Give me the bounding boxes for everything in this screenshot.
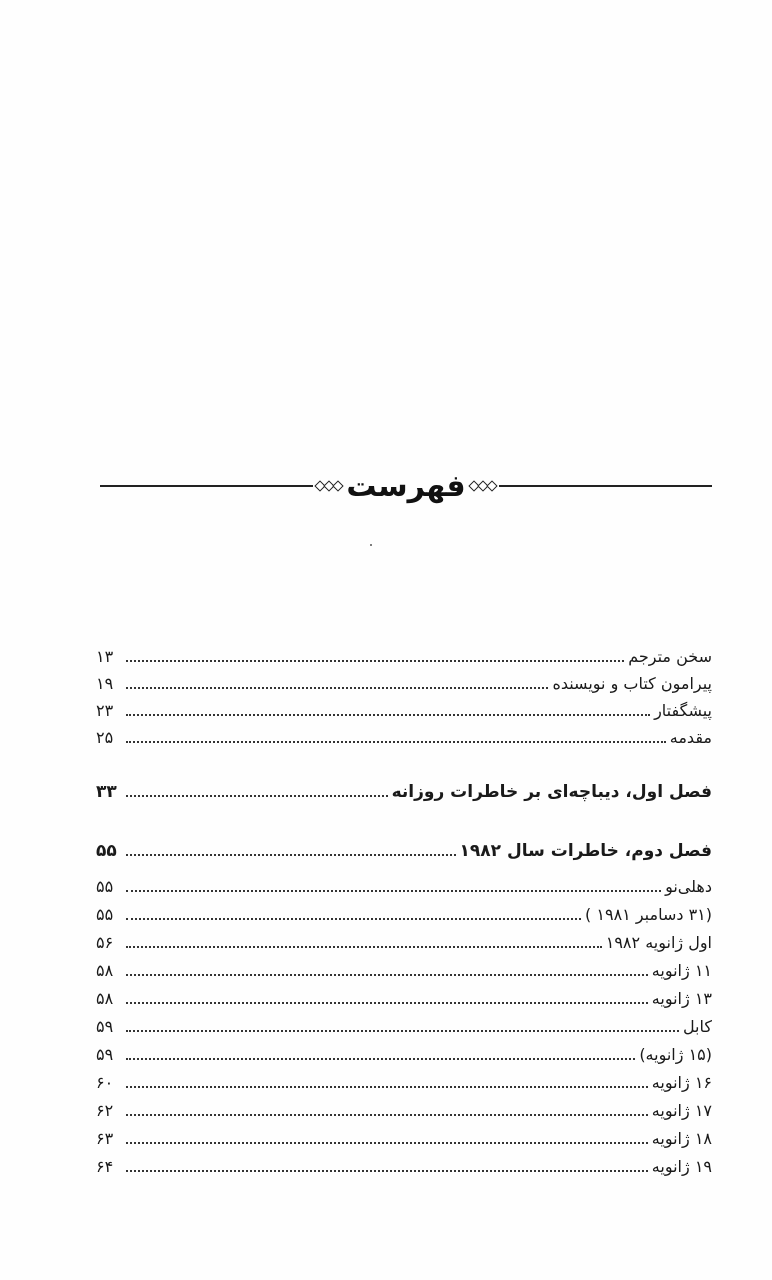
toc-entry-title: دهلی‌نو	[665, 877, 712, 896]
rule-line	[100, 485, 313, 487]
dot-leader	[126, 660, 624, 662]
toc-entry-page: ۱۹	[96, 674, 114, 693]
toc-entry-page: ۱۳	[96, 647, 114, 666]
toc-entry-page: ۶۲	[96, 1101, 114, 1120]
dot-leader	[126, 1114, 648, 1116]
toc-entry-page: ۵۹	[96, 1017, 114, 1036]
toc-entry[interactable]	[96, 983, 712, 1009]
diamond-ornament-icon	[470, 482, 496, 490]
dot-leader	[126, 1142, 648, 1144]
toc-entry-page: ۵۸	[96, 989, 114, 1008]
toc-entry-page: ۲۳	[96, 701, 114, 720]
toc-entry-page: ۵۵	[96, 841, 117, 861]
dot-leader	[126, 890, 661, 892]
toc-entry[interactable]	[96, 695, 712, 721]
toc-entry-title: (۱۵ ژانویه)	[639, 1045, 712, 1064]
toc-entry[interactable]	[96, 899, 712, 925]
toc-entry-title: ۱۳ ژانویه	[651, 989, 712, 1008]
dot-leader	[126, 854, 456, 856]
toc-entry[interactable]	[96, 955, 712, 981]
toc-entry[interactable]	[96, 1011, 712, 1037]
toc-chapter-entry[interactable]	[96, 835, 712, 861]
toc-entry-title: ۱۸ ژانویه	[651, 1129, 712, 1148]
dot-leader	[126, 1030, 679, 1032]
toc-entry-title: فصل دوم، خاطرات سال ۱۹۸۲	[459, 841, 712, 861]
dot-leader	[126, 946, 602, 948]
toc-entry[interactable]	[96, 1151, 712, 1177]
toc-entry-title: فصل اول، دیباچه‌ای بر خاطرات روزانه	[391, 782, 712, 802]
toc-entry-title: ۱۷ ژانویه	[651, 1101, 712, 1120]
toc-entry-title: ۱۱ ژانویه	[651, 961, 712, 980]
toc-entry-title: سخن مترجم	[628, 647, 712, 666]
toc-entry-page: ۳۳	[96, 782, 117, 802]
dot-leader	[126, 974, 648, 976]
dot-leader	[126, 795, 388, 797]
toc-entry-title: پیشگفتار	[654, 701, 712, 720]
toc-entry-title: اول ژانویه ۱۹۸۲	[605, 933, 712, 952]
rule-line	[499, 485, 712, 487]
toc-entry-page: ۵۶	[96, 933, 114, 952]
toc-entry-page: ۶۴	[96, 1157, 114, 1176]
dot-leader	[126, 714, 650, 716]
dot-leader	[126, 687, 548, 689]
toc-entry[interactable]	[96, 1067, 712, 1093]
toc-entry[interactable]	[96, 927, 712, 953]
toc-entry-title: ۱۹ ژانویه	[651, 1157, 712, 1176]
toc-entry-page: ۵۸	[96, 961, 114, 980]
toc-entry-page: ۵۵	[96, 905, 114, 924]
toc-entry-title: کابل	[682, 1017, 712, 1036]
dot-leader	[126, 741, 666, 743]
toc-entry[interactable]	[96, 1095, 712, 1121]
toc-entry[interactable]	[96, 871, 712, 897]
toc-entry-page: ۶۰	[96, 1073, 114, 1092]
diamond-ornament-icon	[316, 482, 342, 490]
dot-leader	[126, 1086, 648, 1088]
left-rule	[100, 482, 345, 490]
toc-entry-page: ۵۹	[96, 1045, 114, 1064]
toc-entry[interactable]	[96, 1123, 712, 1149]
toc-entry-page: ۵۵	[96, 877, 114, 896]
toc-entry[interactable]	[96, 1039, 712, 1065]
toc-entry-page: ۶۳	[96, 1129, 114, 1148]
toc-entry[interactable]	[96, 641, 712, 667]
toc-entry-page: ۲۵	[96, 728, 114, 747]
stray-mark	[370, 544, 372, 546]
toc-entry-title: مقدمه	[669, 728, 712, 747]
toc-entry[interactable]	[96, 722, 712, 748]
toc-entry-title: (۳۱ دسامبر ۱۹۸۱ )	[585, 905, 712, 924]
dot-leader	[126, 918, 581, 920]
title-ornament	[100, 456, 712, 516]
dot-leader	[126, 1058, 635, 1060]
dot-leader	[126, 1002, 648, 1004]
toc-chapter-entry[interactable]	[96, 776, 712, 802]
page-title: فهرست	[346, 468, 466, 504]
dot-leader	[126, 1170, 648, 1172]
toc-entry-title: پیرامون کتاب و نویسنده	[552, 674, 712, 693]
toc-entry-title: ۱۶ ژانویه	[651, 1073, 712, 1092]
toc-entry[interactable]	[96, 668, 712, 694]
right-rule	[467, 482, 712, 490]
